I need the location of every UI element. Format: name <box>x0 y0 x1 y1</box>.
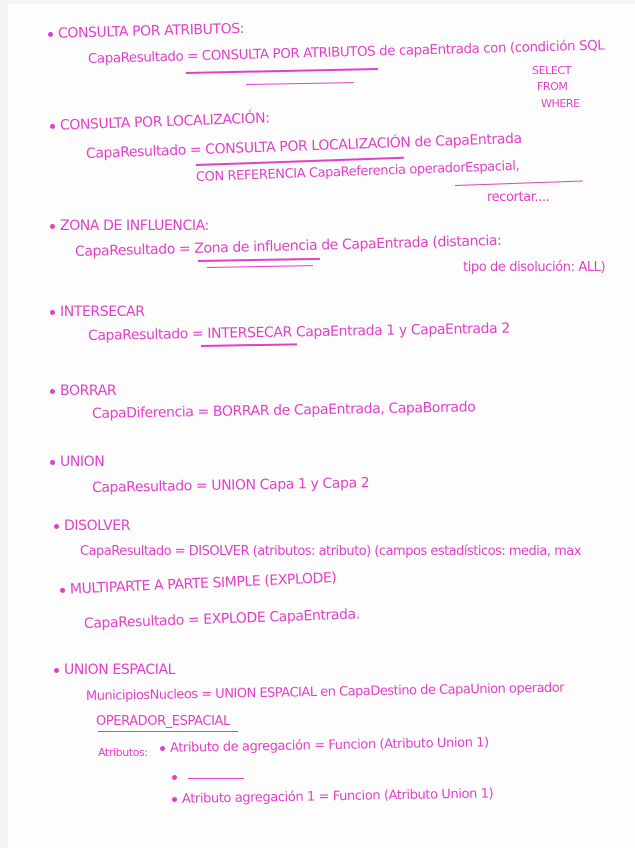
underline <box>455 181 583 186</box>
underline <box>246 82 354 85</box>
text-atributo-agregacion-1: Atributo agregación 1 = Funcion (Atributo Union 1) <box>172 786 493 807</box>
underline <box>98 731 238 732</box>
bullet-icon <box>50 310 55 315</box>
text-union-espacial: MunicipiosNucleos = UNION ESPACIAL en CapaDestino de CapaUnion operador <box>85 680 565 704</box>
heading-multiparte: MULTIPARTE A PARTE SIMPLE (EXPLODE) <box>60 570 337 598</box>
text-disolver: CapaResultado = DISOLVER (atributos: atributo) (campos estadísticos: media, max <box>80 544 581 559</box>
label-atributos: Atributos: <box>98 746 148 759</box>
page-top-edge <box>0 0 635 4</box>
text-intersecar: CapaResultado = INTERSECAR CapaEntrada 1 y CapaEntrada 2 <box>87 320 510 344</box>
underline <box>186 68 378 74</box>
bullet-icon <box>50 460 55 465</box>
heading-disolver: DISOLVER <box>54 518 130 534</box>
bullet-icon <box>172 775 177 780</box>
bullet-icon <box>50 123 55 128</box>
text-borrar: CapaDiferencia = BORRAR de CapaEntrada, CapaBorrado <box>91 399 476 422</box>
heading-consulta-atributos: CONSULTA POR ATRIBUTOS: <box>48 21 244 42</box>
underline <box>198 258 320 262</box>
bullet-icon <box>48 31 53 36</box>
bullet-icon <box>50 224 55 229</box>
heading-union: UNION <box>50 454 104 470</box>
text-con-referencia: CON REFERENCIA CapaReferencia operadorEspacial, <box>195 158 520 185</box>
bullet-icon <box>172 797 177 802</box>
text-union: CapaResultado = UNION Capa 1 y Capa 2 <box>91 475 370 496</box>
bullet-icon <box>54 524 59 529</box>
text-tipo-disolucion: tipo de disolución: ALL) <box>463 260 606 275</box>
bullet-icon <box>50 389 55 394</box>
bullet-icon <box>54 668 59 673</box>
heading-intersecar: INTERSECAR <box>50 304 145 320</box>
note-from: FROM <box>537 80 568 93</box>
text-multiparte: CapaResultado = EXPLODE CapaEntrada. <box>83 606 361 632</box>
heading-zona-influencia: ZONA DE INFLUENCIA: <box>50 218 209 234</box>
note-select: SELECT <box>532 64 572 77</box>
text-consulta-atributos: CapaResultado = CONSULTA POR ATRIBUTOS de capaEntrada con (condición SQL <box>87 38 605 67</box>
heading-consulta-localizacion: CONSULTA POR LOCALIZACIÓN: <box>50 110 270 134</box>
empty-list-item <box>172 770 182 785</box>
bullet-icon <box>160 746 165 751</box>
heading-borrar: BORRAR <box>50 383 116 399</box>
underline <box>201 343 297 347</box>
text-recortar: recortar.... <box>487 190 550 205</box>
blank-line <box>188 778 244 779</box>
text-operador-espacial: OPERADOR_ESPACIAL <box>96 714 230 729</box>
bullet-icon <box>60 587 65 592</box>
note-where: WHERE <box>541 97 580 110</box>
underline <box>207 265 313 268</box>
text-consulta-localizacion: CapaResultado = CONSULTA POR LOCALIZACIÓN de CapaEntrada <box>85 130 522 162</box>
text-atributo-agregacion: Atributo de agregación = Funcion (Atributo Union 1) <box>160 735 489 756</box>
page-left-edge <box>0 0 8 848</box>
text-zona-influencia: CapaResultado = Zona de influencia de CapaEntrada (distancia: <box>74 232 502 260</box>
heading-union-espacial: UNION ESPACIAL <box>54 662 175 678</box>
